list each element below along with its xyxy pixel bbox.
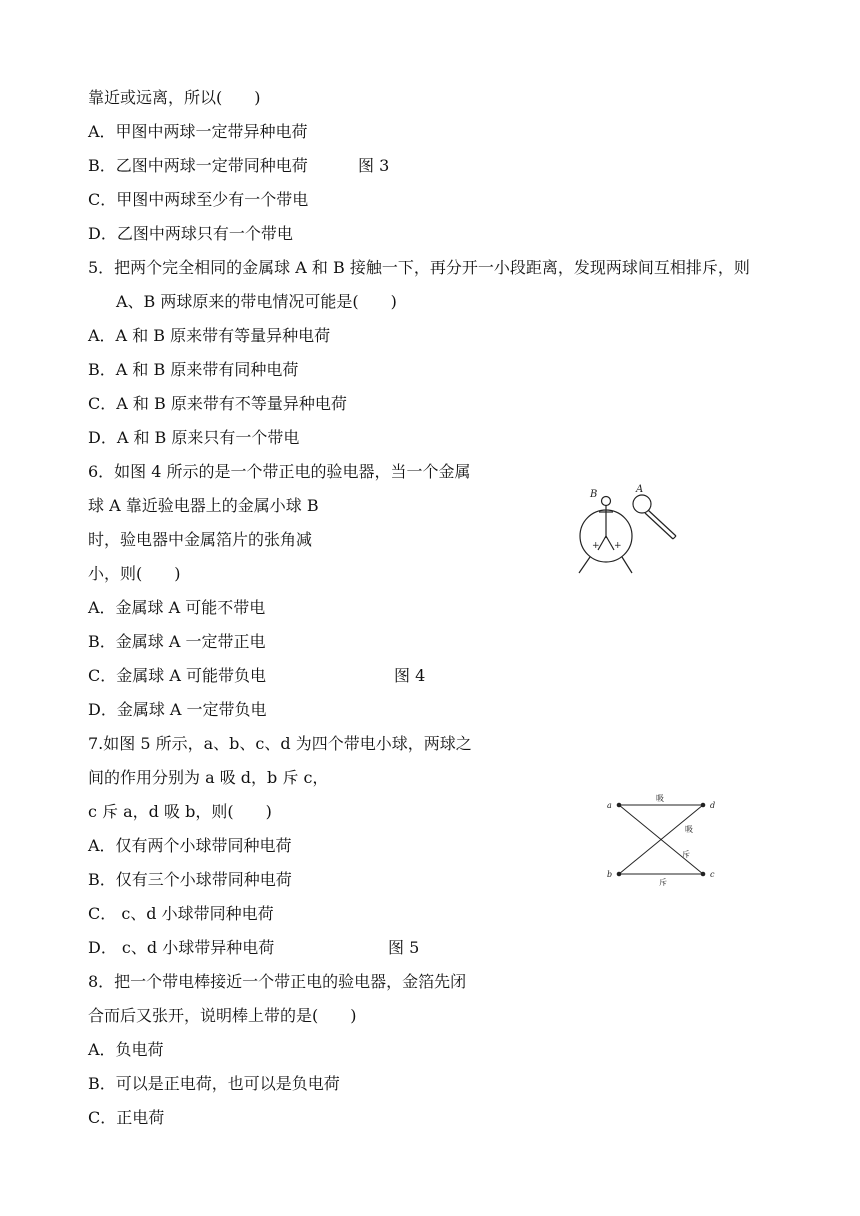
q4-stem-continuation: 靠近或远离，所以( ) (88, 88, 261, 107)
q8-option-a: A．负电荷 (88, 1040, 164, 1059)
label-a-c-repel: 斥 (682, 850, 690, 859)
q5-option-a: A．A 和 B 原来带有等量异种电荷 (88, 326, 331, 345)
label-b: B (590, 489, 598, 500)
ball-d-label: d (710, 801, 716, 810)
label-d-b-attract: 吸 (685, 825, 693, 834)
q5-option-d: D．A 和 B 原来只有一个带电 (88, 428, 300, 447)
q8-stem-line-2: 合而后又张开，说明棒上带的是( ) (88, 1006, 357, 1025)
q7-stem-line-3: c 斥 a，d 吸 b，则( ) (88, 802, 272, 821)
q4-option-d: D．乙图中两球只有一个带电 (88, 224, 293, 243)
figure-5-interaction-diagram (600, 790, 736, 886)
q6-option-a: A．金属球 A 可能不带电 (88, 598, 266, 617)
handle-top (648, 510, 676, 536)
figure-3-label: 图 3 (358, 156, 390, 175)
q7-stem-line-2: 间的作用分别为 a 吸 d，b 斥 c， (88, 768, 329, 787)
q4-option-b: B．乙图中两球一定带同种电荷 (88, 156, 308, 175)
q8-option-b: B．可以是正电荷，也可以是负电荷 (88, 1074, 340, 1093)
plus-right: + (614, 541, 622, 551)
ball-a (617, 803, 622, 808)
label-a: A (636, 484, 644, 495)
q6-option-d: D．金属球 A 一定带负电 (88, 700, 267, 719)
q6-stem-line-2: 球 A 靠近验电器上的金属小球 B (88, 496, 319, 515)
figure-4-electroscope (570, 480, 690, 580)
q5-option-b: B．A 和 B 原来带有同种电荷 (88, 360, 299, 379)
leg-right (622, 557, 632, 573)
ball-b (617, 872, 622, 877)
figure-5-label: 图 5 (388, 938, 420, 957)
ball-d (701, 803, 706, 808)
leg-left (579, 557, 590, 573)
q5-option-c: C．A 和 B 原来带有不等量异种电荷 (88, 394, 347, 413)
metal-ball-b (602, 497, 611, 506)
ball-c (701, 872, 706, 877)
ball-b-label: b (607, 870, 613, 879)
q4-option-c: C．甲图中两球至少有一个带电 (88, 190, 309, 209)
q7-option-b: B．仅有三个小球带同种电荷 (88, 870, 292, 889)
q4-option-a: A．甲图中两球一定带异种电荷 (88, 122, 308, 141)
q5-stem-line-1: 5．把两个完全相同的金属球 A 和 B 接触一下，再分开一小段距离，发现两球间互相排斥，则 (88, 258, 750, 277)
plus-left: + (592, 541, 600, 551)
handle-end (673, 536, 676, 539)
q7-option-d: D． c、d 小球带异种电荷 (88, 938, 275, 957)
q6-option-c: C．金属球 A 可能带负电 (88, 666, 266, 685)
q8-option-c: C．正电荷 (88, 1108, 165, 1127)
q6-stem-line-1: 6．如图 4 所示的是一个带正电的验电器，当一个金属 (88, 462, 471, 481)
q8-stem-line-1: 8．把一个带电棒接近一个带正电的验电器，金箔先闭 (88, 972, 467, 991)
foil-right (606, 536, 614, 550)
handle-bottom (645, 513, 673, 539)
q7-option-a: A．仅有两个小球带同种电荷 (88, 836, 292, 855)
label-b-c-repel: 斥 (659, 878, 667, 886)
q7-option-c: C． c、d 小球带同种电荷 (88, 904, 274, 923)
q6-option-b: B．金属球 A 一定带正电 (88, 632, 266, 651)
q6-stem-line-4: 小，则( ) (88, 564, 181, 583)
ball-a-label: a (607, 801, 612, 810)
ball-c-label: c (710, 870, 715, 879)
q6-stem-line-3: 时，验电器中金属箔片的张角减 (88, 530, 313, 549)
q5-stem-line-2: A、B 两球原来的带电情况可能是( ) (116, 292, 397, 311)
figure-4-label: 图 4 (394, 666, 426, 685)
q7-stem-line-1: 7.如图 5 所示，a、b、c、d 为四个带电小球，两球之 (88, 734, 472, 753)
label-a-d-attract: 吸 (656, 794, 664, 803)
